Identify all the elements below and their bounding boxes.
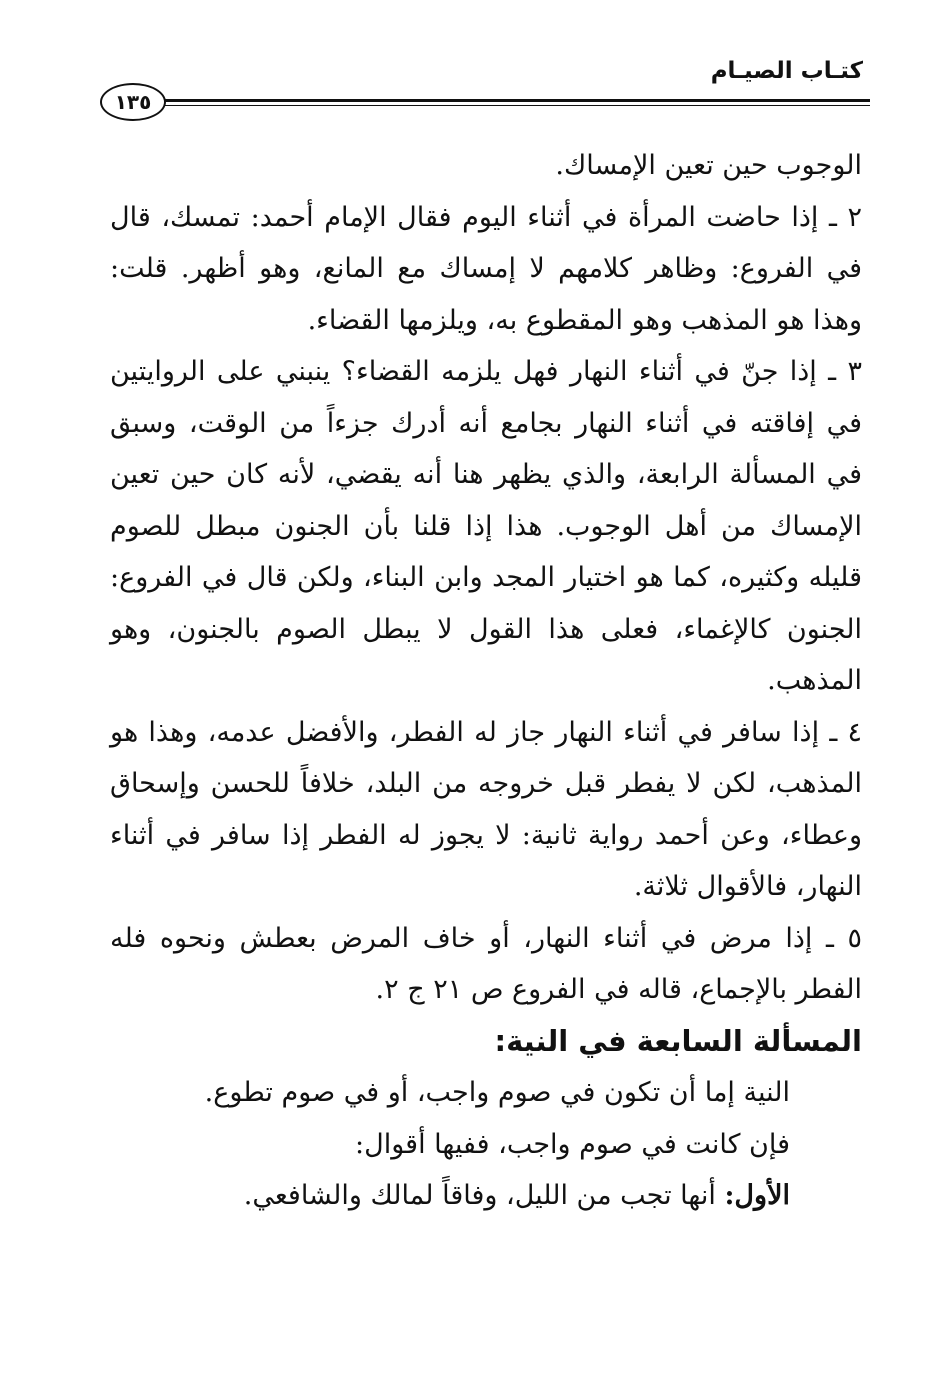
paragraph-5: ٥ ـ إذا مرض في أثناء النهار، أو خاف المرض بعطش ونحوه فله الفطر بالإجماع، قاله في الفروع ص ٢١ ج ٢. xyxy=(110,922,862,1005)
running-header-title: كتـاب الصيـام xyxy=(710,58,863,84)
header-rule-thin xyxy=(150,105,870,106)
page-number: ١٣٥ xyxy=(114,90,152,114)
paragraph-2: ٢ ـ إذا حاضت المرأة في أثناء اليوم فقال الإمام أحمد: تمسك، قال في الفروع: وظاهر كلامهم لا إمساك مع المانع، وهو أظهر. قلت: وهذا هو المذهب وهو المقطوع به، ويلزمها القضاء. xyxy=(110,201,862,336)
page-number-oval xyxy=(100,83,166,121)
paragraph-1: الوجوب حين تعين الإمساك. xyxy=(555,150,862,181)
paragraph-6: النية إما أن تكون في صوم واجب، أو في صوم تطوع. xyxy=(204,1077,790,1108)
paragraph-7: فإن كانت في صوم واجب، ففيها أقوال: xyxy=(355,1128,790,1160)
paragraph-8-lead: الأول: xyxy=(724,1180,790,1211)
paragraph-8-text: أنها تجب من الليل، وفاقاً لمالك والشافعي. xyxy=(243,1180,725,1211)
header-rule-thick xyxy=(150,99,870,102)
paragraph-8 xyxy=(110,1170,790,1222)
paragraph-4: ٤ ـ إذا سافر في أثناء النهار جاز له الفطر، والأفضل عدمه، وهذا هو المذهب، لكن لا يفطر قبل خروجه من البلد، خلافاً للحسن وإسحاق وعطاء، وعن أحمد رواية ثانية: لا يجوز له الفطر إذا سافر في أثناء النهار، فالأقوال ثلاثة. xyxy=(110,716,862,902)
body-text xyxy=(110,140,862,1222)
paragraph-3: ٣ ـ إذا جنّ في أثناء النهار فهل يلزمه القضاء؟ ينبني على الروايتين في إفاقته في أثناء النهار بجامع أنه أدرك جزءاً من الوقت، وسبق في المسألة الرابعة، والذي يظهر هنا أنه يقضي، لأنه كان حين تعين الإمساك من أهل الوجوب. هذا إذا قلنا بأن الجنون مبطل للصوم قليله وكثيره، كما هو اختيار المجد وابن البناء، ولكن قال في الفروع: الجنون كالإغماء، فعلى هذا القول لا يبطل الصوم بالجنون، وهو المذهب. xyxy=(110,356,862,696)
section-heading: المسألة السابعة في النية: xyxy=(494,1023,862,1058)
